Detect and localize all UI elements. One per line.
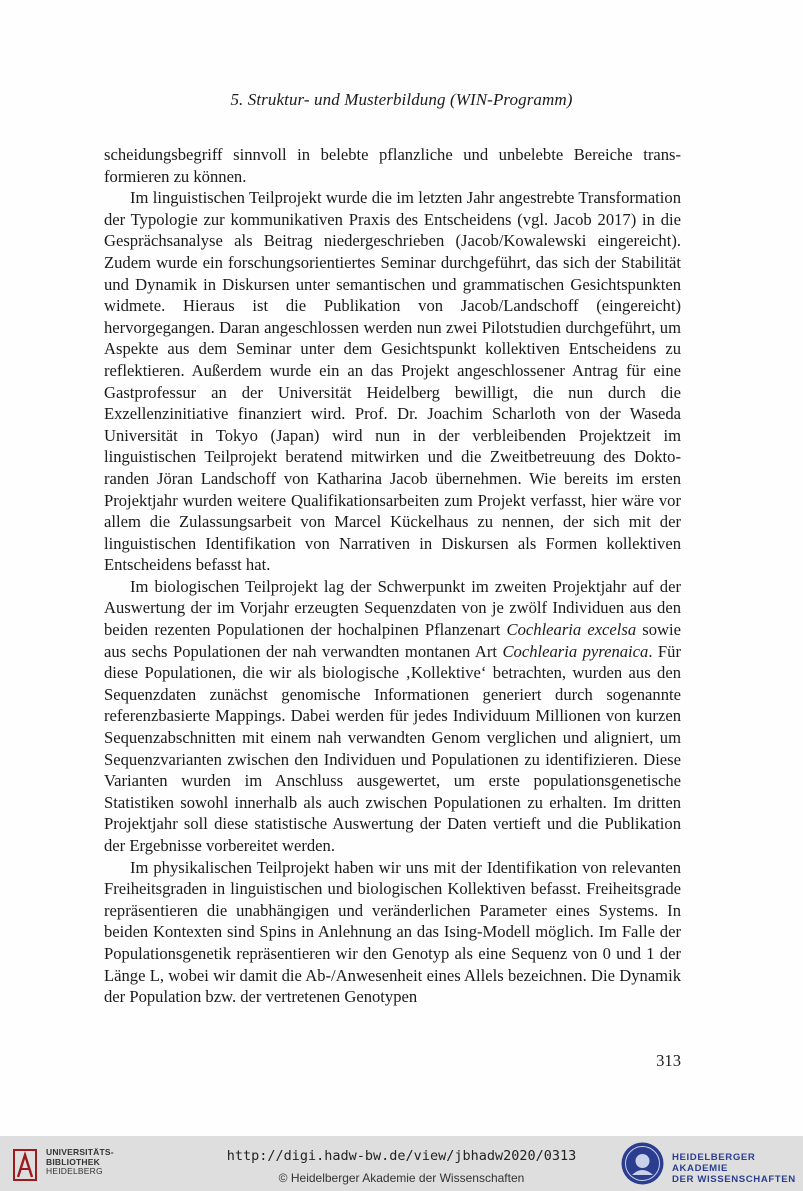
university-library-name: UNIVERSITÄTS- BIBLIOTHEK HEIDELBERG bbox=[46, 1147, 114, 1176]
species-name-pyrenaica: Cochlearia pyrenaica bbox=[502, 641, 649, 661]
page-number: 313 bbox=[656, 1051, 681, 1070]
paragraph-4: Im physikalischen Teilprojekt haben wir uns mit der Identifikation von relevanten Freiheitsgraden in linguistischen und biologischen Kollektiven befasst. Freiheitsgrade repräsentieren die unabhängigen und veränderlichen Parameter eines Systems. In beiden Kontexten sind Spins in Anlehnung an das Ising-Modell möglich. Im Falle der Populationsgenetik repräsentieren wir den Genotyp als eine Sequenz von 0 und 1 der Länge L, wobei wir damit die Ab-/Anwesenheit eines Allels bezeichnen. Die Dynamik der Population bzw. der vertretenen Genotypen bbox=[104, 857, 681, 1007]
paragraph-3 bbox=[104, 576, 681, 857]
permalink-url[interactable]: http://digi.hadw-bw.de/view/jbhadw2020/0313 bbox=[226, 1148, 577, 1164]
running-head: 5. Struktur- und Musterbildung (WIN-Programm) bbox=[230, 90, 573, 109]
paragraph-2: Im linguistischen Teilprojekt wurde die im letzten Jahr angestrebte Transformation der Typologie zur kommunikativen Praxis des Entscheidens (vgl. Jacob 2017) in die Gesprächsanalyse als Beitrag niedergeschrieben (Jacob/Kowalewski eingereicht). Zudem wurde ein forschungsorientiertes Seminar durchgeführt, das sich der Stabilität und Dynamik in Diskursen unter semantischen und grammatischen Gesichtspunkten widmete. Hieraus ist die Publikation von Jacob/Landschoff (eingereicht) hervorgegangen. Daran angeschlossen werden nun zwei Pilotstudien durchgeführt, um Aspekte aus dem Seminar unter dem Gesichtspunkt kollektiven Entscheidens zu reflektieren. Außerdem wurde ein an das Projekt angeschlossener Antrag für eine Gastprofessur an der Universität Heidelberg bewilligt, die nun durch die Exzellenzinitiative finanziert wird. Prof. Dr. Joachim Scharloth von der Waseda Universität in Tokyo (Japan) wird nun in der verbleibenden Projektzeit im linguistischen Teilprojekt beratend mitwirken und die Zweitbetreuung des Doktoranden Jöran Landschoff von Katharina Jacob übernehmen. Wie bereits im ersten Projektjahr wurden weitere Qualifikationsarbeiten zum Projekt verfasst, hier wäre vor allem die Zulassungsarbeit von Marcel Kückelhaus zu nennen, der sich mit der linguistischen Identifikation von Narrativen in Diskursen als Formen kollektiven Entscheidens befasst hat. bbox=[104, 188, 681, 575]
academy-name: HEIDELBERGER AKADEMIE DER WISSENSCHAFTEN bbox=[672, 1152, 796, 1185]
paragraph-3-text-b: sowie aus sechs Populationen der nah verwandten montanen Art bbox=[104, 620, 681, 661]
academy-seal-icon bbox=[620, 1141, 665, 1186]
paragraph-3-text-a: Im biologischen Teilprojekt lag der Schwerpunkt im zweiten Projektjahr auf der Auswertung der im Vorjahr erzeugten Sequenzdaten von je zwölf Individuen aus den beiden rezenten Populationen der hochalpinen Pflanzenart bbox=[104, 576, 681, 640]
viewer-footer bbox=[0, 1136, 803, 1191]
species-name-excelsa: Cochlearia excelsa bbox=[506, 620, 637, 640]
copyright-notice: © Heidelberger Akademie der Wissenschaften bbox=[278, 1171, 525, 1185]
body-text bbox=[104, 144, 681, 1008]
paragraph-3-text-c: . Für diese Populationen, die wir als biologische ‚Kollektive‘ betrachten, wurden aus den Sequenzdaten zunächst genomische Informationen generiert durch sogenannte referenzbasierte Mappings. Dabei werden für jedes Individuum Millionen von kurzen Sequenzabschnitten mit einem nah verwandten Genom verglichen und aligniert, um Sequenzvarianten zwischen den Individuen und Populationen zu identifizieren. Diese Varianten wurden im Anschluss ausgewertet, um erste populationsgenetische Statistiken sowohl innerhalb als auch zwischen Populationen zu erhalten. Im dritten Projektjahr soll diese statistische Auswertung der Daten vertieft und die Publikation der Ergebnisse vorbereitet werden. bbox=[104, 641, 681, 855]
paragraph-1: scheidungsbegriff sinnvoll in belebte pflanzliche und unbelebte Bereiche transformieren zu können. bbox=[104, 145, 681, 186]
